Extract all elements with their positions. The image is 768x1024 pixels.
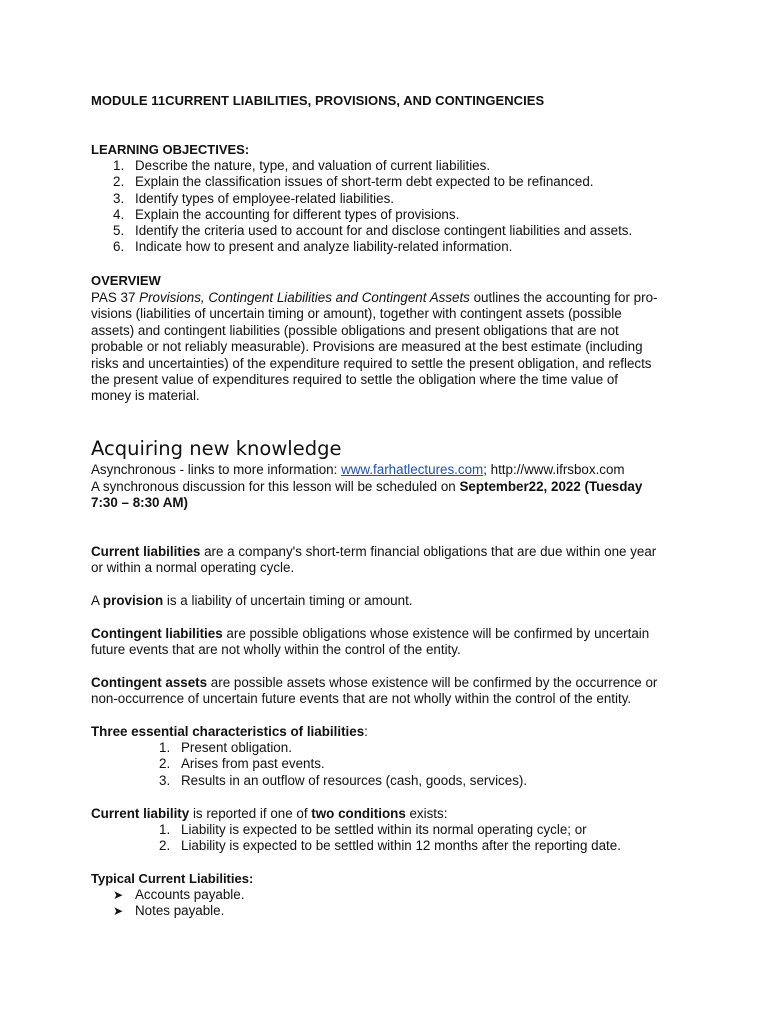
arrow-bullet-icon: ➤ [113, 888, 124, 902]
overview-heading: OVERVIEW [91, 273, 161, 288]
current-liabilities-definition: Current liabilities are a company's short-term financial obligations that are due within one year [91, 544, 657, 559]
overview-line: money is material. [91, 388, 200, 404]
arrow-bullet-icon: ➤ [113, 904, 124, 919]
contingent-liabilities-definition-cont: future events that are not wholly within the control of the entity. [91, 642, 461, 657]
list-item: 4. Explain the accounting for different types of provisions. [113, 206, 460, 222]
overview-line: probable or not reliably measurable). Provisions are measured at the best estimate (including [91, 339, 643, 355]
sync-date: September22, 2022 (Tuesday [459, 479, 643, 494]
farhatlectures-link[interactable]: www.farhatlectures.com [341, 462, 484, 477]
overview-line: assets) and contingent liabilities (possible obligations and present obligations that are not [91, 322, 619, 338]
list-item: 1. Liability is expected to be settled within its normal operating cycle; or [159, 822, 587, 837]
list-item: 6. Indicate how to present and analyze liability-related information. [113, 239, 513, 255]
list-item: 3. Identify types of employee-related liabilities. [113, 190, 395, 206]
conditions-list [159, 822, 621, 855]
overview-line: PAS 37 Provisions, Contingent Liabilities and Contingent Assets outlines the accounting for pro- [91, 290, 658, 305]
overview-line: visions (liabilities of uncertain timing or amount), together with contingent assets (possible [91, 306, 622, 322]
module-title: MODULE 11CURRENT LIABILITIES, PROVISIONS, AND CONTINGENCIES [91, 93, 545, 108]
overview-paragraph [91, 290, 681, 405]
list-item: 3. Results in an outflow of resources (cash, goods, services). [159, 772, 528, 788]
contingent-assets-definition: Contingent assets are possible assets whose existence will be confirmed by the occurrence or [91, 675, 658, 690]
acquiring-knowledge-heading: Acquiring new knowledge [91, 437, 342, 460]
overview-line: the present value of expenditures required to settle the obligation where the time value of [91, 372, 619, 388]
characteristics-list [159, 740, 527, 789]
learning-objectives-list [91, 158, 731, 256]
sync-time: 7:30 – 8:30 AM) [91, 495, 188, 510]
list-item: 1. Present obligation. [159, 740, 292, 755]
characteristics-heading: Three essential characteristics of liabilities: [91, 724, 368, 739]
learning-objectives-heading: LEARNING OBJECTIVES: [91, 142, 250, 157]
list-item: 5. Identify the criteria used to account for and disclose contingent liabilities and assets. [113, 223, 633, 239]
list-item: 2. Liability is expected to be settled within 12 months after the reporting date. [159, 838, 621, 854]
sync-discussion-line: A synchronous discussion for this lesson will be scheduled on September22, 2022 (Tuesday [91, 479, 643, 494]
current-liabilities-definition-cont: or within a normal operating cycle. [91, 560, 295, 575]
async-links-line: Asynchronous - links to more information: www.farhatlectures.com; http://www.ifrsbox.com [91, 462, 625, 477]
list-item: 2. Arises from past events. [159, 756, 325, 772]
provision-definition: A provision is a liability of uncertain timing or amount. [91, 593, 413, 608]
typical-current-liabilities-heading: Typical Current Liabilities: [91, 871, 254, 886]
typical-liabilities-list [113, 887, 244, 920]
list-item: ➤ Notes payable. [113, 903, 225, 919]
overview-line: risks and uncertainties) of the expenditure required to settle the present obligation, and reflects [91, 355, 652, 371]
sync-time-line [91, 495, 188, 511]
standard-title: Provisions, Contingent Liabilities and Contingent Assets [139, 290, 470, 305]
list-item: 2. Explain the classification issues of short-term debt expected to be refinanced. [113, 174, 594, 190]
list-item: ➤ Accounts payable. [113, 887, 245, 902]
current-liability-conditions-line: Current liability is reported if one of two conditions exists: [91, 806, 448, 821]
list-item: 1. Describe the nature, type, and valuation of current liabilities. [113, 158, 491, 173]
contingent-assets-definition-cont: non-occurrence of uncertain future events that are not wholly within the control of the entity. [91, 691, 632, 706]
contingent-liabilities-definition: Contingent liabilities are possible obligations whose existence will be confirmed by uncertain [91, 626, 650, 641]
